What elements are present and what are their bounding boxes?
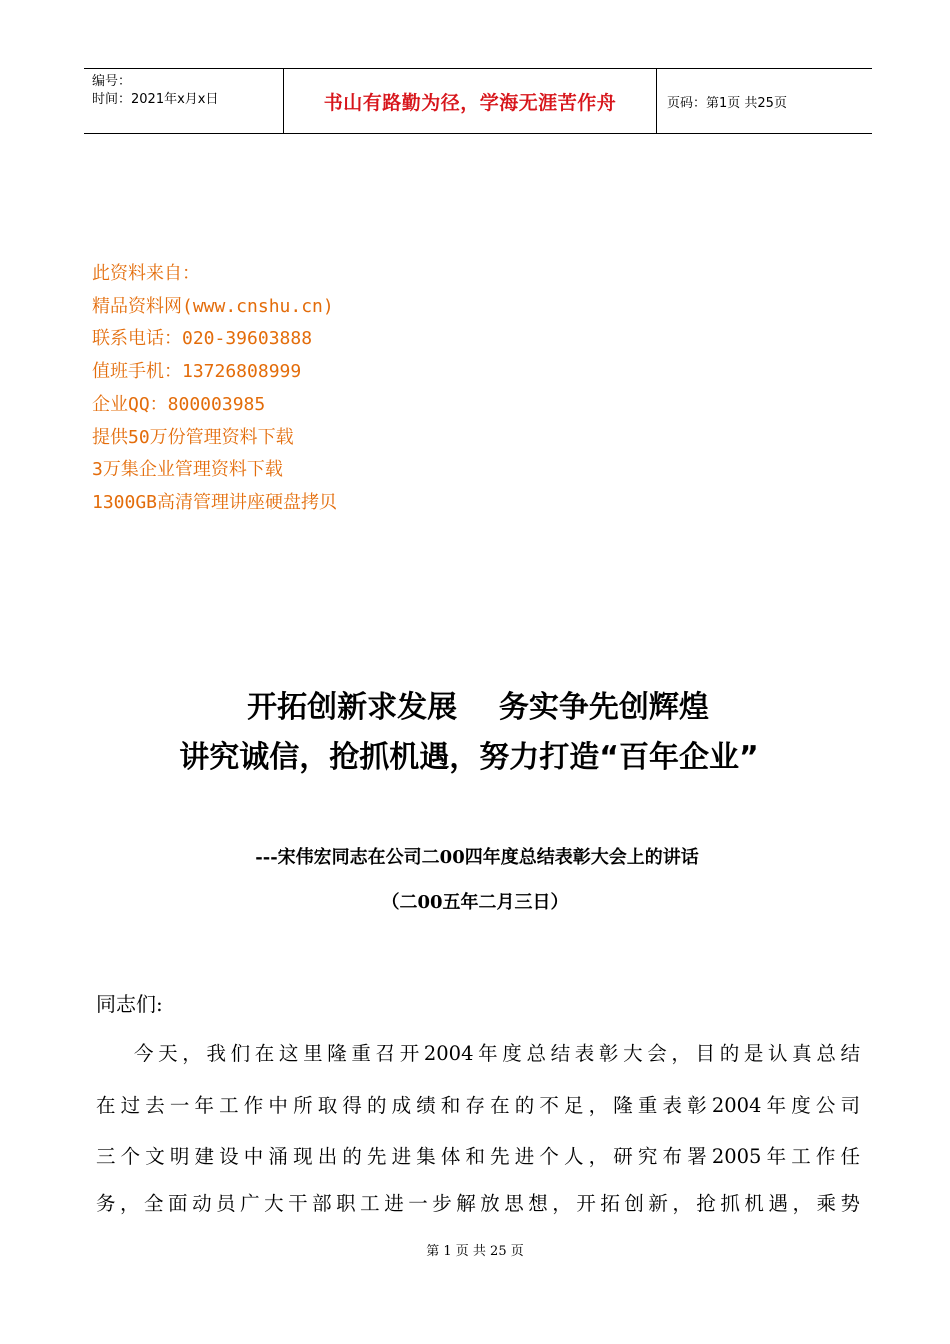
source-line: 值班手机：13726808999 (92, 361, 302, 383)
document-date: （二00五年二月三日） (381, 892, 569, 913)
document-title-line-2: 讲究诚信，抢抓机遇，努力打造“百年企业” (179, 740, 759, 775)
source-line: 1300GB高清管理讲座硬盘拷贝 (92, 491, 338, 513)
greeting: 同志们: (96, 992, 163, 1016)
header-meta-cell (84, 69, 284, 133)
document-time-label: 时间：2021年x月x日 (92, 92, 219, 107)
document-title-line-1: 开拓创新求发展 务实争先创辉煌 (247, 690, 709, 725)
body-paragraph-line: 在过去一年工作中所取得的成绩和存在的不足，隆重表彰2004年度公司 (96, 1094, 860, 1117)
source-line: 此资料来自： (92, 263, 200, 284)
document-subtitle: ---宋伟宏同志在公司二00四年度总结表彰大会上的讲话 (255, 847, 699, 868)
source-line: 企业QQ：800003985 (92, 393, 266, 415)
header-motto: 书山有路勤为径，学海无涯苦作舟 (323, 91, 617, 114)
source-line: 精品资料网(www.cnshu.cn) (92, 295, 334, 317)
source-info-block (92, 258, 337, 520)
source-line: 提供50万份管理资料下载 (92, 426, 294, 448)
document-number-label: 编号： (92, 74, 132, 89)
header-motto-cell (284, 69, 657, 133)
body-paragraph-line: 三个文明建设中涌现出的先进集体和先进个人，研究布署2005年工作任 (96, 1145, 860, 1168)
document-header (84, 68, 872, 134)
source-line: 联系电话：020-39603888 (92, 328, 313, 350)
body-paragraph-line: 今天，我们在这里隆重召开2004年度总结表彰大会，目的是认真总结 (134, 1042, 860, 1065)
page-footer: 第 1 页 共 25 页 (426, 1244, 524, 1259)
header-page-info: 页码：第1页 共25页 (667, 95, 787, 111)
header-page-cell (657, 69, 872, 133)
source-line: 3万集企业管理资料下载 (92, 459, 283, 481)
body-paragraph-line: 务，全面动员广大干部职工进一步解放思想，开拓创新，抢抓机遇，乘势 (96, 1192, 860, 1215)
